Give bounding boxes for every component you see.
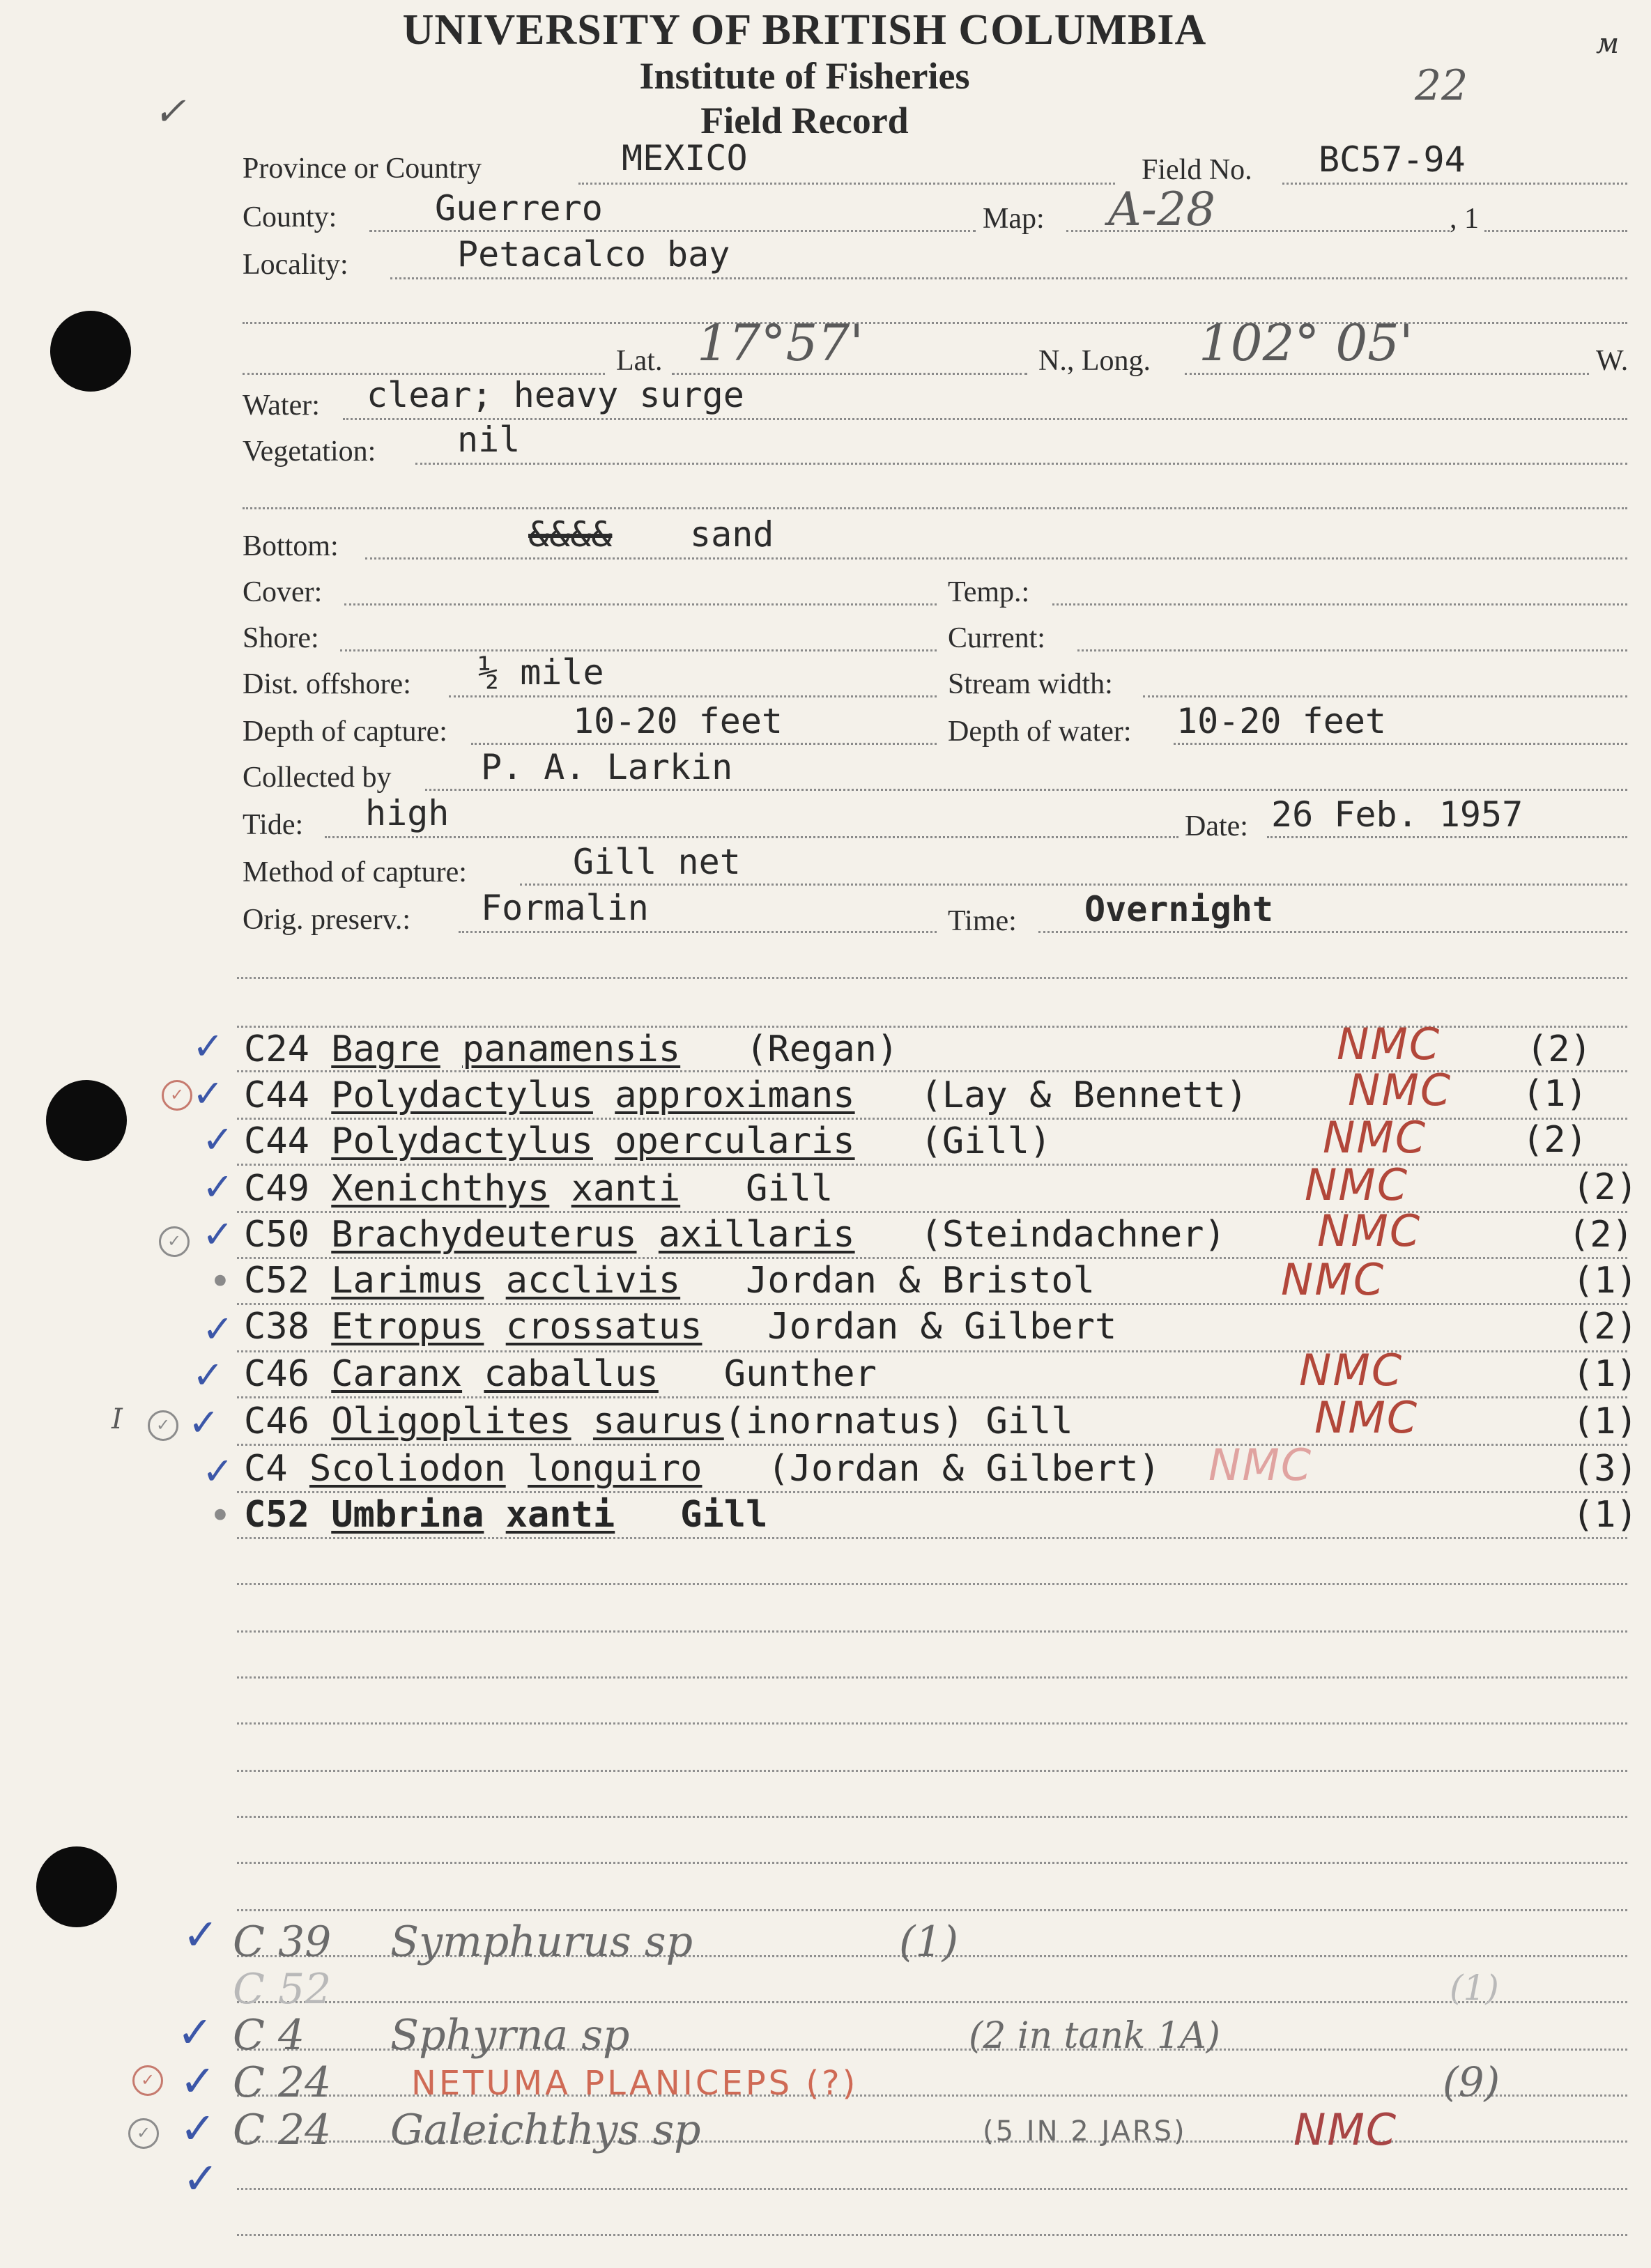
shore-label: Shore: xyxy=(243,622,319,654)
stream-label: Stream width: xyxy=(948,668,1113,700)
species-code: C24 xyxy=(244,1028,309,1070)
bottom-label: Bottom: xyxy=(243,530,339,562)
circle-check-icon: ✓ xyxy=(128,2118,159,2149)
locality-value: Petacalco bay xyxy=(457,234,730,275)
water-label: Water: xyxy=(243,389,320,422)
temp-label: Temp.: xyxy=(948,576,1030,608)
ruled-line xyxy=(237,2001,1627,2003)
ruled-line xyxy=(237,1722,1627,1725)
species-epithet: crossatus xyxy=(505,1306,702,1348)
species-author: Jordan & Gilbert xyxy=(767,1306,1117,1348)
depth-water-value: 10-20 feet xyxy=(1176,701,1387,741)
species-row xyxy=(244,1260,1095,1302)
locality-line-2 xyxy=(243,322,1627,324)
long-line xyxy=(1185,373,1589,375)
pencil-code: C 52 xyxy=(233,1965,332,2014)
dot-mark-icon: • xyxy=(209,1494,231,1538)
specimen-count: (1) xyxy=(1572,1494,1638,1536)
temp-line xyxy=(1052,603,1627,605)
pencil-note: (2 in tank 1A) xyxy=(969,2015,1220,2057)
species-code: C4 xyxy=(244,1448,288,1490)
specimen-count: (1) xyxy=(1572,1353,1638,1395)
species-epithet: caballus xyxy=(484,1353,659,1395)
species-author: (Steindachner) xyxy=(920,1214,1226,1256)
ruled-line xyxy=(237,1444,1627,1446)
specimen-count: (2) xyxy=(1572,1306,1638,1348)
species-genus: Umbrina xyxy=(331,1494,484,1536)
ruled-line xyxy=(237,1909,1627,1911)
ruled-line xyxy=(237,1303,1627,1305)
tide-value: high xyxy=(365,793,450,833)
method-value: Gill net xyxy=(573,842,741,882)
stream-line xyxy=(1143,695,1627,697)
species-genus: Bagre xyxy=(331,1028,440,1070)
species-code: C49 xyxy=(244,1168,309,1210)
province-value: MEXICO xyxy=(622,138,748,178)
long-value: 102° 05' xyxy=(1199,314,1413,372)
species-epithet: saurus xyxy=(592,1401,724,1442)
species-row xyxy=(244,1120,1051,1162)
ruled-line xyxy=(237,2188,1627,2190)
species-genus: Brachydeuterus xyxy=(331,1214,637,1256)
dist-value: ½ mile xyxy=(478,652,604,693)
pencil-code: C 39 xyxy=(233,1918,332,1966)
species-author: (inornatus) Gill xyxy=(723,1401,1073,1442)
species-code: C38 xyxy=(244,1306,309,1348)
check-mark-icon: ✓ xyxy=(180,2103,216,2154)
method-line xyxy=(520,884,1627,886)
record-number-annotation: 22 xyxy=(1415,61,1468,110)
species-code: C44 xyxy=(244,1120,309,1162)
ruled-line xyxy=(237,1816,1627,1818)
species-author: (Jordan & Gilbert) xyxy=(767,1448,1160,1490)
pencil-code: C 24 xyxy=(233,2106,332,2154)
long-suffix: W. xyxy=(1596,345,1629,377)
specimen-count: (1) xyxy=(1572,1401,1638,1442)
current-line xyxy=(1077,649,1627,651)
pencil-note: (9) xyxy=(1443,2058,1500,2106)
province-line xyxy=(578,183,1115,185)
check-mark-icon: ✓ xyxy=(202,1165,234,1209)
vegetation-label: Vegetation: xyxy=(243,435,376,468)
time-label: Time: xyxy=(948,905,1017,937)
check-mark-icon: ✓ xyxy=(202,1307,234,1351)
ruled-line xyxy=(237,1630,1627,1633)
tide-line xyxy=(325,836,1178,838)
pencil-note: (5 IN 2 JARS) xyxy=(983,2115,1187,2147)
shore-line xyxy=(340,649,937,651)
water-line xyxy=(343,418,1627,420)
species-row xyxy=(244,1168,833,1210)
pencil-species: Sphyrna sp xyxy=(390,2011,630,2060)
method-label: Method of capture: xyxy=(243,856,467,888)
specimen-count: (1) xyxy=(1522,1073,1588,1115)
field-no-value: BC57-94 xyxy=(1319,139,1466,180)
map-value: A-28 xyxy=(1108,183,1215,236)
county-line xyxy=(369,230,976,232)
nmc-stamp: NMC xyxy=(1208,1440,1313,1490)
pencil-code: C 24 xyxy=(233,2058,332,2107)
field-no-line xyxy=(1282,183,1627,185)
specimen-count: (2) xyxy=(1572,1166,1638,1208)
specimen-count: (1) xyxy=(1572,1260,1638,1302)
institution-title: UNIVERSITY OF BRITISH COLUMBIA xyxy=(402,6,1207,54)
pencil-species: Galeichthys sp xyxy=(390,2106,701,2154)
date-label: Date: xyxy=(1185,810,1248,842)
margin-mark: I xyxy=(112,1403,123,1435)
circle-check-icon: ✓ xyxy=(132,2065,163,2096)
water-value: clear; heavy surge xyxy=(367,375,744,415)
species-author: Gill xyxy=(746,1168,834,1210)
ruled-line xyxy=(237,1396,1627,1398)
species-epithet: axillaris xyxy=(658,1214,855,1256)
top-check-mark: ✓ xyxy=(153,89,186,134)
dist-label: Dist. offshore: xyxy=(243,668,411,700)
check-mark-icon: ✓ xyxy=(192,1353,224,1397)
locality-line xyxy=(390,277,1627,279)
species-genus: Xenichthys xyxy=(331,1168,550,1210)
ruled-line xyxy=(237,1770,1627,1772)
lat-value: 17°57' xyxy=(697,314,864,372)
species-row xyxy=(244,1214,1226,1256)
depth-water-line xyxy=(1174,743,1627,745)
time-value: Overnight xyxy=(1084,889,1273,929)
specimen-count: (2) xyxy=(1568,1214,1634,1256)
species-author: (Lay & Bennett) xyxy=(920,1074,1248,1116)
nmc-stamp: NMC xyxy=(1293,2104,1398,2155)
species-row xyxy=(244,1306,1116,1348)
species-author: Gunther xyxy=(723,1353,877,1395)
punch-hole xyxy=(50,311,131,392)
nmc-stamp: NMC xyxy=(1348,1065,1452,1116)
depth-water-label: Depth of water: xyxy=(948,716,1132,748)
field-no-label: Field No. xyxy=(1142,154,1252,186)
depth-capture-line xyxy=(471,743,937,745)
species-genus: Polydactylus xyxy=(331,1074,593,1116)
cover-label: Cover: xyxy=(243,576,323,608)
map-label: Map: xyxy=(983,203,1045,235)
species-genus: Larimus xyxy=(331,1260,484,1302)
species-author: Jordan & Bristol xyxy=(746,1260,1095,1302)
specimen-count: (3) xyxy=(1572,1448,1638,1490)
current-label: Current: xyxy=(948,622,1045,654)
cover-line xyxy=(344,603,937,605)
species-epithet: acclivis xyxy=(505,1260,681,1302)
check-mark-icon: ✓ xyxy=(183,1909,219,1960)
ruled-line xyxy=(237,1583,1627,1585)
bottom-line xyxy=(365,557,1627,560)
ruled-line xyxy=(237,1491,1627,1493)
dist-line xyxy=(449,695,937,697)
ruled-line xyxy=(237,1350,1627,1352)
species-row xyxy=(244,1028,898,1070)
preserv-line xyxy=(459,931,937,933)
map-suffix-line xyxy=(1484,230,1627,232)
form-title: Field Record xyxy=(700,100,909,141)
bottom-struck-value: &&&& xyxy=(528,514,613,555)
check-mark-icon: ✓ xyxy=(192,1024,224,1068)
species-code: C52 xyxy=(244,1260,309,1302)
check-mark-icon: ✓ xyxy=(188,1401,220,1444)
species-genus: Caranx xyxy=(331,1353,463,1395)
species-epithet: xanti xyxy=(505,1494,615,1536)
preserv-label: Orig. preserv.: xyxy=(243,904,411,936)
species-code: C46 xyxy=(244,1401,309,1442)
pencil-species: Symphurus sp xyxy=(390,1918,693,1966)
nmc-stamp: NMC xyxy=(1299,1345,1404,1396)
pencil-code: C 4 xyxy=(233,2011,305,2060)
check-mark-icon: ✓ xyxy=(177,2007,213,2058)
ruled-line xyxy=(237,1862,1627,1864)
circle-check-icon: ✓ xyxy=(162,1080,192,1111)
time-line xyxy=(1038,931,1627,933)
species-row xyxy=(244,1353,877,1395)
check-mark-icon: ✓ xyxy=(202,1118,234,1162)
species-epithet: approximans xyxy=(615,1074,855,1116)
nmc-stamp: NMC xyxy=(1314,1392,1419,1443)
species-row xyxy=(244,1494,767,1536)
specimen-count: (2) xyxy=(1526,1028,1592,1070)
check-mark-icon: ✓ xyxy=(183,2153,219,2204)
species-row xyxy=(244,1448,1160,1490)
circle-check-icon: ✓ xyxy=(148,1410,178,1441)
species-code: C52 xyxy=(244,1494,309,1536)
check-mark-icon: ✓ xyxy=(202,1212,234,1256)
date-value: 26 Feb. 1957 xyxy=(1271,794,1523,835)
punch-hole xyxy=(46,1080,127,1161)
collected-line xyxy=(425,789,1627,791)
vegetation-line-2 xyxy=(243,507,1627,509)
date-line xyxy=(1267,836,1627,838)
species-author: (Regan) xyxy=(746,1028,899,1070)
vegetation-line xyxy=(415,463,1627,465)
species-code: C46 xyxy=(244,1353,309,1395)
nmc-stamp: NMC xyxy=(1317,1205,1422,1256)
nmc-stamp: NMC xyxy=(1323,1112,1427,1163)
check-mark-icon: ✓ xyxy=(180,2055,216,2106)
ruled-line xyxy=(237,1257,1627,1259)
species-code: C50 xyxy=(244,1214,309,1256)
long-label: N., Long. xyxy=(1038,345,1151,377)
ruled-line xyxy=(237,1537,1627,1539)
species-epithet: panamensis xyxy=(462,1028,681,1070)
ruled-line xyxy=(237,1676,1627,1679)
preserv-value: Formalin xyxy=(481,888,649,928)
species-author: Gill xyxy=(680,1494,768,1536)
collected-label: Collected by xyxy=(243,762,392,794)
province-label: Province or Country xyxy=(243,153,482,185)
specimen-count: (2) xyxy=(1522,1119,1588,1161)
ruled-line xyxy=(237,1164,1627,1166)
pencil-note: (1) xyxy=(899,1918,958,1966)
circle-check-icon: ✓ xyxy=(159,1226,190,1257)
species-genus: Oligoplites xyxy=(331,1401,571,1442)
species-code: C44 xyxy=(244,1074,309,1116)
dot-mark-icon: • xyxy=(209,1260,231,1304)
species-genus: Polydactylus xyxy=(331,1120,593,1162)
nmc-stamp: NMC xyxy=(1305,1159,1409,1210)
tide-label: Tide: xyxy=(243,809,304,841)
lat-label: Lat. xyxy=(616,345,663,377)
species-genus: Etropus xyxy=(331,1306,484,1348)
pencil-species: NETUMA PLANICEPS (?) xyxy=(411,2064,859,2103)
species-epithet: opercularis xyxy=(615,1120,855,1162)
map-suffix: , 1 xyxy=(1450,203,1479,235)
species-epithet: longuiro xyxy=(528,1448,702,1490)
check-mark-icon: ✓ xyxy=(192,1072,224,1116)
species-row xyxy=(244,1074,1247,1116)
species-genus: Scoliodon xyxy=(309,1448,506,1490)
species-row xyxy=(244,1401,1073,1442)
nmc-stamp: NMC xyxy=(1337,1019,1441,1070)
species-epithet: xanti xyxy=(571,1168,681,1210)
depth-capture-value: 10-20 feet xyxy=(573,701,783,741)
ruled-line xyxy=(237,2234,1627,2236)
bottom-value: sand xyxy=(690,514,774,555)
corner-mark: м xyxy=(1596,28,1620,60)
vegetation-value: nil xyxy=(457,419,521,460)
collected-value: P. A. Larkin xyxy=(481,747,733,787)
depth-capture-label: Depth of capture: xyxy=(243,716,447,748)
pencil-note: (1) xyxy=(1450,1968,1499,2008)
punch-hole xyxy=(36,1846,117,1927)
ruled-line xyxy=(237,977,1627,979)
check-mark-icon: ✓ xyxy=(202,1449,234,1493)
nmc-stamp: NMC xyxy=(1281,1254,1385,1305)
locality-label: Locality: xyxy=(243,249,348,281)
institute-title: Institute of Fisheries xyxy=(639,55,970,97)
species-author: (Gill) xyxy=(920,1120,1052,1162)
county-value: Guerrero xyxy=(435,188,603,229)
county-label: County: xyxy=(243,201,337,233)
